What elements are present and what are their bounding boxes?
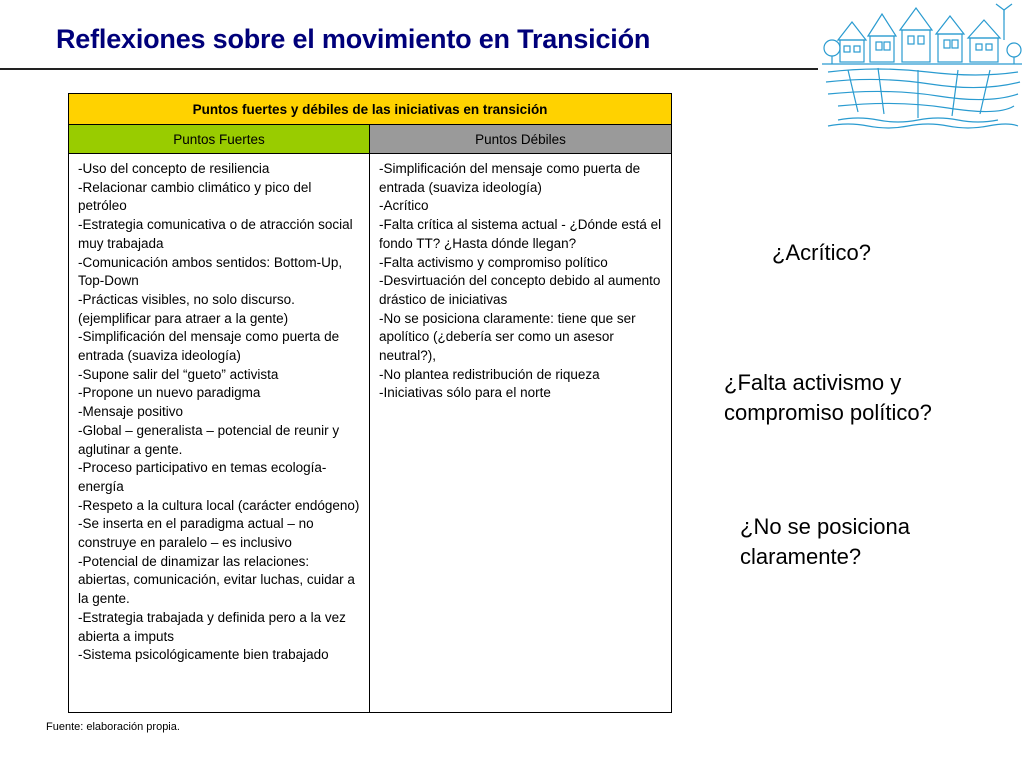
- title-divider: [0, 68, 818, 70]
- question-acritico: ¿Acrítico?: [772, 240, 872, 265]
- strength-item: -Prácticas visibles, no solo discurso. (ejemplificar para atraer a la gente): [78, 291, 295, 326]
- strength-item: -Estrategia trabajada y definida pero a la vez abierta a imputs: [78, 609, 346, 644]
- strength-item: -Propone un nuevo paradigma: [78, 385, 261, 401]
- weakness-item: -No plantea redistribución de riqueza: [379, 366, 600, 382]
- weakness-item: -Acrítico: [379, 198, 429, 214]
- strength-item: -Mensaje positivo: [78, 404, 184, 420]
- strength-item: -Proceso participativo en temas ecología-energía: [78, 460, 327, 494]
- strength-item: -Comunicación ambos sentidos: Bottom-Up, Top-Down: [78, 254, 343, 289]
- weakness-item: -Falta crítica al sistema actual - ¿Dónde está el fondo TT? ¿Hasta dónde llegan?: [379, 217, 662, 251]
- strength-item: -Simplificación del mensaje como puerta de entrada (suaviza ideología): [78, 329, 340, 364]
- strength-item: -Sistema psicológicamente bien trabajado: [78, 647, 329, 663]
- strengths-cell: [69, 154, 370, 713]
- strength-item: -Uso del concepto de resiliencia: [78, 161, 270, 176]
- weakness-item: -Desvirtuación del concepto debido al aumento drástico de iniciativas: [379, 273, 661, 307]
- strength-item: -Global – generalista – potencial de reunir y aglutinar a gente.: [78, 422, 340, 457]
- transition-town-illustration-icon: [818, 0, 1024, 130]
- strength-item: -Respeto a la cultura local (carácter endógeno): [78, 497, 360, 513]
- strength-item: -Se inserta en el paradigma actual – no construye en paralelo – es inclusivo: [78, 516, 314, 551]
- weakness-item: -Simplificación del mensaje como puerta de entrada (suaviza ideología): [379, 161, 641, 195]
- source-note: Fuente: elaboración propia.: [46, 721, 180, 733]
- weakness-item: -Iniciativas sólo para el norte: [379, 385, 551, 401]
- strength-item: -Estrategia comunicativa o de atracción social muy trabajada: [78, 217, 353, 251]
- column-header-weaknesses: Puntos Débiles: [370, 125, 672, 154]
- weakness-item: -Falta activismo y compromiso político: [379, 254, 608, 270]
- strength-item: -Potencial de dinamizar las relaciones: abiertas, comunicación, evitar luchas, cuidar a la gente.: [78, 553, 355, 607]
- table-header: Puntos fuertes y débiles de las iniciativas en transición: [69, 94, 672, 125]
- strength-item: -Supone salir del “gueto” activista: [78, 366, 279, 382]
- weaknesses-cell: [370, 154, 672, 713]
- column-header-strengths: Puntos Fuertes: [69, 125, 370, 154]
- strengths-weaknesses-table: [68, 93, 672, 713]
- slide-title: Reflexiones sobre el movimiento en Transición: [56, 24, 651, 54]
- question-activismo: ¿Falta activismo y compromiso político?: [724, 370, 932, 425]
- question-posiciona: ¿No se posiciona claramente?: [740, 514, 910, 569]
- weakness-item: -No se posiciona claramente: tiene que ser apolítico (¿debería ser como un asesor neutral?),: [379, 310, 636, 364]
- strength-item: -Relacionar cambio climático y pico del petróleo: [78, 179, 312, 214]
